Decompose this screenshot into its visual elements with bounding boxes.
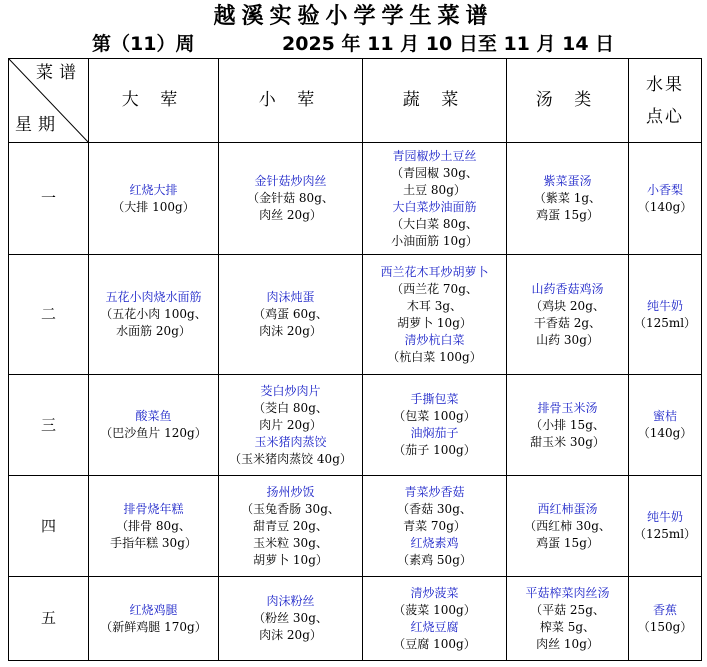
ingredient-line: 肉片 20g） (259, 417, 322, 432)
dish-name: 西红柿蛋汤 (537, 501, 598, 516)
ingredient-line: 鸡蛋 15g） (536, 208, 599, 222)
menu-day-row (9, 476, 702, 577)
menu-cell-big-meat (89, 255, 219, 375)
ingredient-line: （茄子 100g） (393, 443, 476, 457)
dish-name: 山药香菇鸡汤 (531, 281, 604, 296)
page-title: 越溪实验小学学生菜谱 (213, 4, 494, 29)
weekday-cell: 一 (9, 143, 89, 255)
ingredient-line: （大白菜 80g、 (391, 216, 478, 231)
menu-cell-big-meat (89, 143, 219, 255)
menu-cell-big-meat (89, 375, 219, 476)
dish-name: 排骨玉米汤 (537, 400, 598, 415)
ingredient-line: 榨菜 5g、 (539, 619, 596, 634)
ingredient-line: 水面筋 20g） (116, 324, 191, 338)
dish-name: 纯牛奶 (646, 298, 683, 313)
dish-name: 酸菜鱼 (135, 409, 172, 423)
corner-label-menu: 菜谱 (36, 63, 82, 83)
ingredient-line: 肉沫 20g） (259, 628, 322, 642)
weekday-cell: 四 (9, 476, 89, 577)
header-row (9, 59, 702, 143)
menu-cell-fruit-snack (629, 143, 702, 255)
dish-name: 金针菇炒肉丝 (254, 174, 327, 188)
menu-cell-vegetable (363, 143, 507, 255)
ingredient-line: 甜玉米 30g） (530, 434, 605, 449)
dish-name: 手撕包菜 (410, 392, 459, 406)
menu-cell-soup (507, 375, 629, 476)
weekday-cell: 三 (9, 375, 89, 476)
ingredient-line: 干香菇 2g、 (533, 315, 602, 330)
ingredient-line: （包菜 100g） (393, 409, 476, 423)
week-label: 第（11）周 (92, 33, 195, 55)
ingredient-line: （小排 15g、 (530, 417, 605, 432)
ingredient-line: 木耳 3g、 (406, 298, 463, 313)
ingredient-line: （鸡蛋 60g、 (253, 307, 328, 321)
dish-name: 扬州炒饭 (266, 484, 315, 499)
ingredient-line: （140g） (637, 426, 693, 440)
ingredient-line: 土豆 80g） (403, 182, 466, 197)
dish-name: 红烧豆腐 (410, 619, 459, 634)
menu-cell-fruit-snack (629, 577, 702, 661)
menu-cell-soup (507, 476, 629, 577)
dish-name: 平菇榨菜肉丝汤 (525, 585, 610, 600)
menu-cell-small-meat (219, 476, 363, 577)
menu-cell-small-meat (219, 143, 363, 255)
dish-name: 香蕉 (652, 602, 677, 617)
column-header-soup: 汤 类 (507, 59, 629, 143)
ingredient-line: （杭白菜 100g） (387, 349, 482, 364)
dish-name: 红烧鸡腿 (129, 602, 178, 617)
ingredient-line: 鸡蛋 15g） (536, 535, 599, 550)
ingredient-line: （香菇 30g、 (397, 501, 472, 516)
dish-name: 青菜炒香菇 (404, 484, 465, 499)
ingredient-line: （豆腐 100g） (393, 636, 476, 651)
ingredient-line: （125ml） (633, 527, 697, 541)
menu-cell-vegetable (363, 577, 507, 661)
menu-cell-small-meat (219, 375, 363, 476)
column-header-big-meat: 大 荤 (89, 59, 219, 143)
ingredient-line: 青菜 70g） (403, 518, 466, 533)
menu-day-row (9, 143, 702, 255)
dish-name: 油焖茄子 (410, 426, 459, 440)
dish-name: 清炒菠菜 (410, 585, 459, 600)
column-header-vegetable: 蔬 菜 (363, 59, 507, 143)
ingredient-line: 肉丝 20g） (259, 208, 322, 222)
ingredient-line: （茭白 80g、 (253, 400, 328, 415)
menu-table (8, 58, 702, 661)
menu-cell-soup (507, 577, 629, 661)
dish-name: 红烧大排 (129, 182, 178, 197)
date-range: 2025 年 11 月 10 日至 11 月 14 日 (282, 33, 615, 55)
dish-name: 肉沫炖蛋 (266, 290, 315, 304)
weekday-cell: 二 (9, 255, 89, 375)
dish-name: 排骨烧年糕 (123, 501, 184, 516)
menu-cell-soup (507, 255, 629, 375)
ingredient-line: （巴沙鱼片 120g） (100, 426, 207, 440)
ingredient-line: （平菇 25g、 (530, 602, 605, 617)
menu-cell-small-meat (219, 577, 363, 661)
ingredient-line: 胡萝卜 10g） (397, 315, 472, 330)
ingredient-line: （西红柿 30g、 (524, 518, 611, 533)
dish-name: 大白菜炒油面筋 (392, 199, 477, 214)
ingredient-line: 肉丝 10g） (536, 636, 599, 651)
column-header-small-meat: 小 荤 (219, 59, 363, 143)
dish-name: 玉米猪肉蒸饺 (254, 434, 327, 449)
ingredient-line: 甜青豆 20g、 (253, 518, 328, 533)
dish-name: 红烧素鸡 (410, 535, 459, 550)
ingredient-line: 胡萝卜 10g） (253, 552, 328, 567)
ingredient-line: （150g） (637, 619, 693, 634)
ingredient-line: （紫菜 1g、 (533, 191, 602, 205)
menu-day-row (9, 255, 702, 375)
ingredient-line: （140g） (637, 199, 693, 214)
dish-name: 紫菜蛋汤 (543, 174, 592, 188)
dish-name: 茭白炒肉片 (260, 383, 321, 398)
dish-name: 肉沫粉丝 (266, 594, 315, 608)
ingredient-line: （125ml） (633, 315, 697, 330)
ingredient-line: （西兰花 70g、 (391, 281, 478, 296)
dish-name: 小香梨 (646, 182, 683, 197)
ingredient-line: （鸡块 20g、 (530, 298, 605, 313)
dish-name: 纯牛奶 (646, 510, 683, 524)
dish-name: 蜜桔 (652, 409, 677, 423)
ingredient-line: （金针菇 80g、 (247, 191, 334, 205)
ingredient-line: （素鸡 50g） (397, 552, 472, 567)
ingredient-line: 小油面筋 10g） (391, 233, 478, 248)
dish-name: 清炒杭白菜 (404, 332, 465, 347)
menu-day-row (9, 577, 702, 661)
ingredient-line: 手指年糕 30g） (110, 535, 197, 550)
ingredient-line: （排骨 80g、 (116, 518, 191, 533)
menu-day-row (9, 375, 702, 476)
dish-name: 西兰花木耳炒胡萝卜 (380, 264, 489, 279)
dish-name: 青园椒炒土豆丝 (392, 148, 477, 163)
menu-cell-soup (507, 143, 629, 255)
ingredient-line: （玉兔香肠 30g、 (241, 501, 340, 516)
menu-cell-vegetable (363, 476, 507, 577)
ingredient-line: 山药 30g） (536, 332, 599, 347)
menu-cell-big-meat (89, 577, 219, 661)
ingredient-line: （玉米猪肉蒸饺 40g） (229, 451, 352, 466)
ingredient-line: （菠菜 100g） (393, 602, 476, 617)
menu-cell-big-meat (89, 476, 219, 577)
menu-cell-fruit-snack (629, 255, 702, 375)
menu-cell-vegetable (363, 375, 507, 476)
menu-cell-fruit-snack (629, 375, 702, 476)
dish-name: 五花小肉烧水面筋 (105, 290, 202, 304)
ingredient-line: （青园椒 30g、 (391, 165, 478, 180)
weekday-cell: 五 (9, 577, 89, 661)
column-header-fruit-snack: 水果 点心 (629, 59, 702, 143)
ingredient-line: 玉米粒 30g、 (253, 535, 328, 550)
ingredient-line: （大排 100g） (112, 199, 195, 214)
ingredient-line: （粉丝 30g、 (253, 611, 328, 625)
menu-cell-vegetable (363, 255, 507, 375)
corner-header-cell (9, 59, 89, 143)
ingredient-line: 肉沫 20g） (259, 324, 322, 338)
ingredient-line: （新鲜鸡腿 170g） (100, 619, 207, 634)
ingredient-line: （五花小肉 100g、 (100, 307, 207, 321)
menu-cell-fruit-snack (629, 476, 702, 577)
corner-label-weekday: 星期 (15, 115, 61, 135)
menu-cell-small-meat (219, 255, 363, 375)
